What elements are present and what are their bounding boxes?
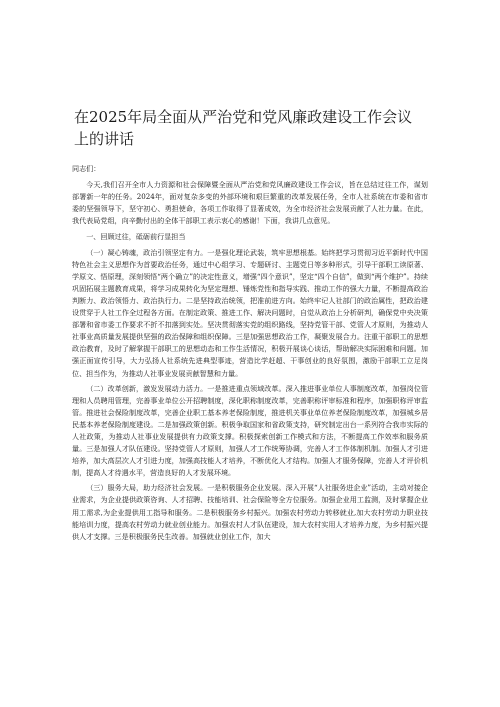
intro-paragraph: 今天,我们召开全市人力资源和社会保障暨全面从严治党和党风廉政建设工作会议，旨在总结过往工作，谋划部署新一年的任务。2024年，面对复杂多变的外部环境和艰巨繁重的改革发展任务，全市人社系统在市委和省市委的坚强领导下，坚守初心、勇担使命，各项工作取得了显著成效，为全市经济社会发展贡献了人社力量。在此，我代表局党组，向辛勤付出的全体干部职工表示衷心的感谢！下面，我讲几点意见。 — [72, 180, 428, 226]
document-body — [72, 163, 428, 703]
paragraph-political-guidance: （一）凝心铸魂，政治引领坚定有力。一是强化理论武装，筑牢思想根基。始终把学习贯彻习近平新时代中国特色社会主义思想作为首要政治任务，通过中心组学习、专题研讨、主题党日等多种形式，引导干部职工读原著、学原文、悟原理，深刻领悟“两个确立”的决定性意义，增强“四个意识”，坚定“四个自信”，做到“两个维护”。持续巩固拓展主题教育成果，将学习成果转化为坚定理想、锤炼党性和指导实践、推动工作的强大力量，不断提高政治判断力、政治领悟力、政治执行力。二是坚持政治统领，把准前进方向。始终牢记人社部门的政治属性，把政治建设贯穿于人社工作全过程各方面。在制定政策、推进工作、解决问题时，自觉从政治上分析研判，确保党中央决策部署和省市委工作要求不折不扣落到实处。坚决贯彻落实党的组织路线，坚持党管干部、党管人才原则，为推动人社事业高质量发展提供坚强的政治保障和组织保障。三是加强思想政治工作，凝聚发展合力。注重干部职工的思想政治教育，及时了解掌握干部职工的思想动态和工作生活情况，积极开展谈心谈话，帮助解决实际困难和问题。加强正面宣传引导，大力弘扬人社系统先进典型事迹，营造比学赶超、干事创业的良好氛围，激励干部职工立足岗位、担当作为，为推动人社事业发展贡献智慧和力量。 — [72, 247, 428, 378]
greeting: 同志们： — [72, 164, 101, 173]
page-title: 在2025年局全面从严治党和党风廉政建设工作会议上的讲话 — [74, 108, 413, 148]
section-heading-1: 一、回顾过往，砥砺前行显担当 — [86, 232, 186, 242]
paragraph-serve-overall: （三）服务大局，助力经济社会发展。一是积极服务企业发展。深入开展“人社服务进企业”活动，主动对接企业需求，为企业提供政策咨询、人才招聘、技能培训、社会保险等全方位服务。加强企业用工监测，及时掌握企业用工需求,为企业提供用工指导和服务。二是积极服务乡村振兴。加强农村劳动力转移就业,加大农村劳动力职业技能培训力度，提高农村劳动力就业创业能力。加强农村人才队伍建设，加大农村实用人才培养力度，为乡村振兴提供人才支撑。三是积极服务民生改善。加强就业创业工作，加大 — [72, 483, 428, 541]
paragraph-reform-innovation: （二）改革创新，激发发展动力活力。一是推进重点领域改革。深入推进事业单位人事制度改革，加强岗位管理和人员聘用管理，完善事业单位公开招聘制度，深化职称制度改革，完善职称评审标准和程序，加强职称评审监管。推进社会保险制度改革，完善企业职工基本养老保险制度，推进机关事业单位养老保险制度改革，加强城乡居民基本养老保险制度建设。二是加强政策创新。积极争取国家和省政策支持，研究制定出台一系列符合我市实际的人社政策，为推动人社事业发展提供有力政策支撑。积极探索创新工作模式和方法，不断提高工作效率和服务质量。三是加强人才队伍建设。坚持党管人才原则，加强人才工作统筹协调，完善人才工作体制机制。加强人才引进培养，加大高层次人才引进力度，加强高技能人才培养，不断优化人才结构。加强人才服务保障，完善人才评价机制，提高人才待遇水平，营造良好的人才发展环境。 — [72, 383, 428, 478]
